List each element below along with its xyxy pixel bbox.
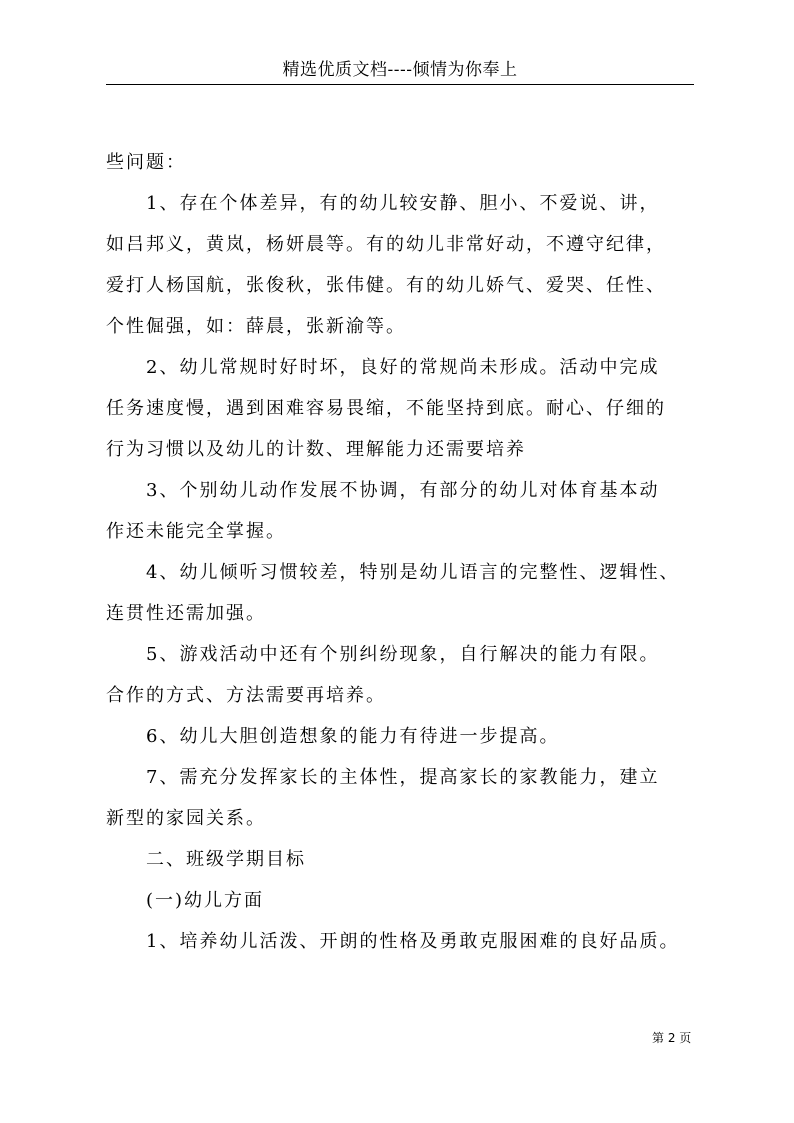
body-line: 6、幼儿大胆创造想象的能力有待进一步提高。 [146,726,560,747]
header-divider [106,84,694,85]
body-line: 7、需充分发挥家长的主体性，提高家长的家教能力，建立 [146,767,660,788]
body-line: 爱打人杨国航，张俊秋，张伟健。有的幼儿娇气、爱哭、任性、 [106,275,666,296]
body-line: 连贯性还需加强。 [106,603,266,624]
body-line: 1、培养幼儿活泼、开朗的性格及勇敢克服困难的良好品质。 [146,931,680,952]
body-line: 5、游戏活动中还有个别纠纷现象，自行解决的能力有限。 [146,644,660,665]
body-line: 3、个别幼儿动作发展不协调，有部分的幼儿对体育基本动 [146,480,660,501]
body-line: 4、幼儿倾听习惯较差，特别是幼儿语言的完整性、逻辑性、 [146,562,680,583]
body-line: 如吕邦义，黄岚，杨妍晨等。有的幼儿非常好动，不遵守纪律， [106,234,666,255]
body-line: 新型的家园关系。 [106,808,266,829]
page-number: 第 2 页 [652,1031,692,1045]
body-line: 作还未能完全掌握。 [106,521,286,542]
section-heading: 二、班级学期目标 [146,849,306,870]
page-header-title: 精选优质文档----倾情为你奉上 [282,60,518,80]
body-line: 些问题： [106,152,186,173]
body-line: 行为习惯以及幼儿的计数、理解能力还需要培养 [106,439,526,460]
body-line: 个性倔强，如：薛晨，张新渝等。 [106,316,406,337]
body-line: 2、幼儿常规时好时坏，良好的常规尚未形成。活动中完成 [146,357,660,378]
body-line: 1、存在个体差异，有的幼儿较安静、胆小、不爱说、讲， [146,193,660,214]
body-line: 合作的方式、方法需要再培养。 [106,685,386,706]
body-line: 任务速度慢，遇到困难容易畏缩，不能坚持到底。耐心、仔细的 [106,398,666,419]
subsection-heading: (一)幼儿方面 [146,890,265,911]
